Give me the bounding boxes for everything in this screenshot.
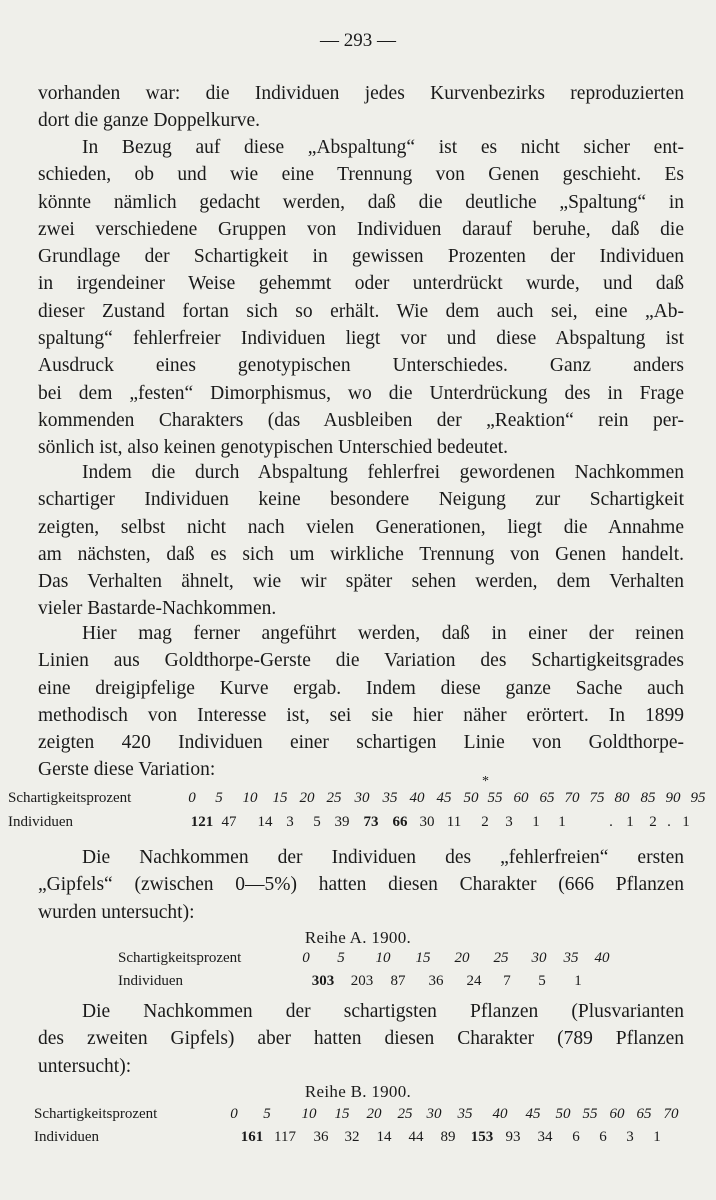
text-line: sönlich ist, also keinen genotypischen Unterschied bedeutet. [38,437,509,459]
table-cell: 39 [334,814,350,830]
table-cell: 35 [457,1106,473,1122]
text-line: methodisch von Interesse ist, sei sie hier näher erörtert. In 1899 [38,704,684,726]
table-cell: 89 [440,1129,456,1145]
row-label: Individuen [118,973,183,989]
table-cell: 3 [286,814,294,830]
row-label: Schartigkeitsprozent [118,950,242,966]
text-line: Ausdruck eines genotypischen Unterschiedes. Ganz anders [38,355,684,377]
table-cell: 65 [636,1106,652,1122]
table-cell: 10 [301,1106,317,1122]
table-cell: 0 [302,950,310,966]
table-row-percent [0,948,716,968]
text-line: Die Nachkommen der Individuen des „fehlerfreien“ ersten [82,847,684,868]
table-cell: 3 [505,814,513,830]
table-cell: 5 [215,790,223,806]
text-line: „Gipfels“ (zwischen 0—5%) hatten diesen Charakter (666 Pflanzen [38,874,684,896]
text-line: schieden, ob und wie eine Trennung von Genen geschieht. Es [38,164,684,186]
text-line: in irgendeiner Weise gehemmt oder unterdrückt wurde, und daß [38,273,684,295]
table-cell: 15 [334,1106,350,1122]
table-cell: 70 [564,790,580,806]
table-cell: 161 [240,1129,264,1145]
table-row-individuals [0,1127,716,1147]
text-line: Grundlage der Schartigkeit in gewissen Prozenten der Individuen [38,246,684,268]
table-cell: 6 [572,1129,580,1145]
variation-table-1899 [0,774,716,830]
table-cell: 0 [230,1106,238,1122]
text-line: zeigten 420 Individuen einer schartigen Linie von Goldthorpe- [38,732,684,754]
table-cell: 10 [242,790,258,806]
table-cell: 45 [436,790,452,806]
table-heading-reihe-b: Reihe B. 1900. [304,1082,412,1101]
table-cell: 85 [640,790,656,806]
table-cell: 1 [558,814,566,830]
table-cell: 60 [609,1106,625,1122]
table-cell: 40 [492,1106,508,1122]
table-row-percent [0,788,716,808]
text-line: zeigten, selbst nicht nach vielen Generationen, liegt die Annahme [38,516,684,538]
paragraph-6 [38,998,684,1080]
table-cell: 303 [311,973,335,989]
paragraph-5 [38,844,684,926]
text-line: zwei verschiedene Gruppen von Individuen darauf beruhe, daß die [38,218,684,240]
paragraph-2 [38,134,684,462]
table-cell: . [667,814,671,830]
table-cell: 66 [392,814,408,830]
text-line: kommenden Charakters (das Ausbleiben der „Reaktion“ rein per- [38,409,684,431]
variation-table-reihe-a [0,948,716,996]
text-line: Gerste diese Variation: [38,759,216,781]
table-heading-reihe-a: Reihe A. 1900. [304,928,412,947]
table-cell: 32 [344,1129,360,1145]
table-cell: 25 [493,950,509,966]
text-line: könnte nämlich gedacht werden, daß die deutliche „Spaltung“ in [38,191,684,213]
text-line: eine dreigipfelige Kurve ergab. Indem diese ganze Sache auch [38,677,684,699]
table-cell: 44 [408,1129,424,1145]
table-cell: 36 [313,1129,329,1145]
table-cell: 6 [599,1129,607,1145]
text-line: vieler Bastarde-Nachkommen. [38,598,277,620]
text-line: am nächsten, daß es sich um wirkliche Trennung von Genen handelt. [38,543,684,565]
text-line: vorhanden war: die Individuen jedes Kurvenbezirks reproduzierten [38,83,684,104]
table-cell: 25 [326,790,342,806]
text-line: Die Nachkommen der schartigsten Pflanzen (Plusvarianten [82,1001,684,1022]
table-row-individuals [0,812,716,832]
table-row-individuals [0,971,716,991]
table-cell: 55 [582,1106,598,1122]
text-line: In Bezug auf diese „Abspaltung“ ist es nicht sicher ent- [82,137,684,158]
table-cell: 20 [454,950,470,966]
text-line: Indem die durch Abspaltung fehlerfrei gewordenen Nachkommen [82,462,684,483]
table-cell: 75 [589,790,605,806]
table-cell: 5 [538,973,546,989]
table-cell: 30 [354,790,370,806]
text-line: dieser Zustand fortan sich so erhält. Wie dem auch sei, eine „Ab- [38,300,684,322]
table-cell: 87 [390,973,406,989]
table-cell: 55 [487,790,503,806]
table-cell: 5 [263,1106,271,1122]
table-cell: 1 [626,814,634,830]
table-cell: 50 [555,1106,571,1122]
text-line: Das Verhalten ähnelt, wie wir später sehen werden, dem Verhalten [38,571,684,593]
text-line: des zweiten Gipfels) aber hatten diesen Charakter (789 Pflanzen [38,1028,684,1050]
table-cell: 20 [366,1106,382,1122]
table-cell: . [609,814,613,830]
table-cell: 10 [375,950,391,966]
table-cell: 36 [428,973,444,989]
table-cell: 80 [614,790,630,806]
table-cell: 93 [505,1129,521,1145]
table-cell: 1 [532,814,540,830]
table-cell: 60 [513,790,529,806]
table-cell: 24 [466,973,482,989]
table-cell: 40 [594,950,610,966]
table-cell: 1 [653,1129,661,1145]
table-cell: 50 [463,790,479,806]
row-label: Schartigkeitsprozent [8,790,132,806]
table-cell: 0 [188,790,196,806]
table-cell: 15 [415,950,431,966]
table-cell: 1 [682,814,690,830]
table-cell: 65 [539,790,555,806]
table-cell: 20 [299,790,315,806]
text-line: Linien aus Goldthorpe-Gerste die Variation des Schartigkeitsgrades [38,650,684,672]
table-cell: 25 [397,1106,413,1122]
text-line: spaltung“ fehlerfreier Individuen liegt vor und diese Abspaltung ist [38,328,684,350]
table-cell: 47 [221,814,237,830]
table-cell: 95 [690,790,706,806]
table-cell: 117 [274,1129,296,1145]
table-cell: 73 [363,814,379,830]
table-cell: 121 [190,814,214,830]
table-cell: 30 [531,950,547,966]
table-cell: 153 [470,1129,494,1145]
table-cell: 5 [337,950,345,966]
table-cell: 5 [313,814,321,830]
paragraph-4 [38,620,684,784]
text-line: dort die ganze Doppelkurve. [38,110,261,132]
row-label: Individuen [8,814,73,830]
asterisk-marker: * [482,774,489,789]
table-cell: 14 [257,814,273,830]
table-cell: 203 [350,973,374,989]
table-cell: 3 [626,1129,634,1145]
text-line: untersucht): [38,1055,132,1077]
page-number: — 293 — [320,30,396,51]
table-cell: 34 [537,1129,553,1145]
table-cell: 2 [649,814,657,830]
table-cell: 90 [665,790,681,806]
table-cell: 40 [409,790,425,806]
text-line: schartiger Individuen keine besondere Neigung zur Schartigkeit [38,489,684,511]
variation-table-reihe-b [0,1104,716,1152]
text-line: Hier mag ferner angeführt werden, daß in einer der reinen [82,623,684,644]
text-line: wurden untersucht): [38,901,195,923]
table-row-percent [0,1104,716,1124]
row-label: Individuen [34,1129,99,1145]
table-cell: 35 [563,950,579,966]
paragraph-1 [38,80,684,135]
table-cell: 45 [525,1106,541,1122]
table-cell: 14 [376,1129,392,1145]
table-cell: 1 [574,973,582,989]
text-line: bei dem „festen“ Dimorphismus, wo die Unterdrückung des in Frage [38,382,684,404]
table-cell: 30 [426,1106,442,1122]
row-label: Schartigkeitsprozent [34,1106,158,1122]
table-cell: 35 [382,790,398,806]
table-cell: 2 [481,814,489,830]
paragraph-3 [38,459,684,623]
table-cell: 30 [419,814,435,830]
table-cell: 70 [663,1106,679,1122]
table-cell: 15 [272,790,288,806]
table-cell: 11 [446,814,462,830]
table-cell: 7 [503,973,511,989]
